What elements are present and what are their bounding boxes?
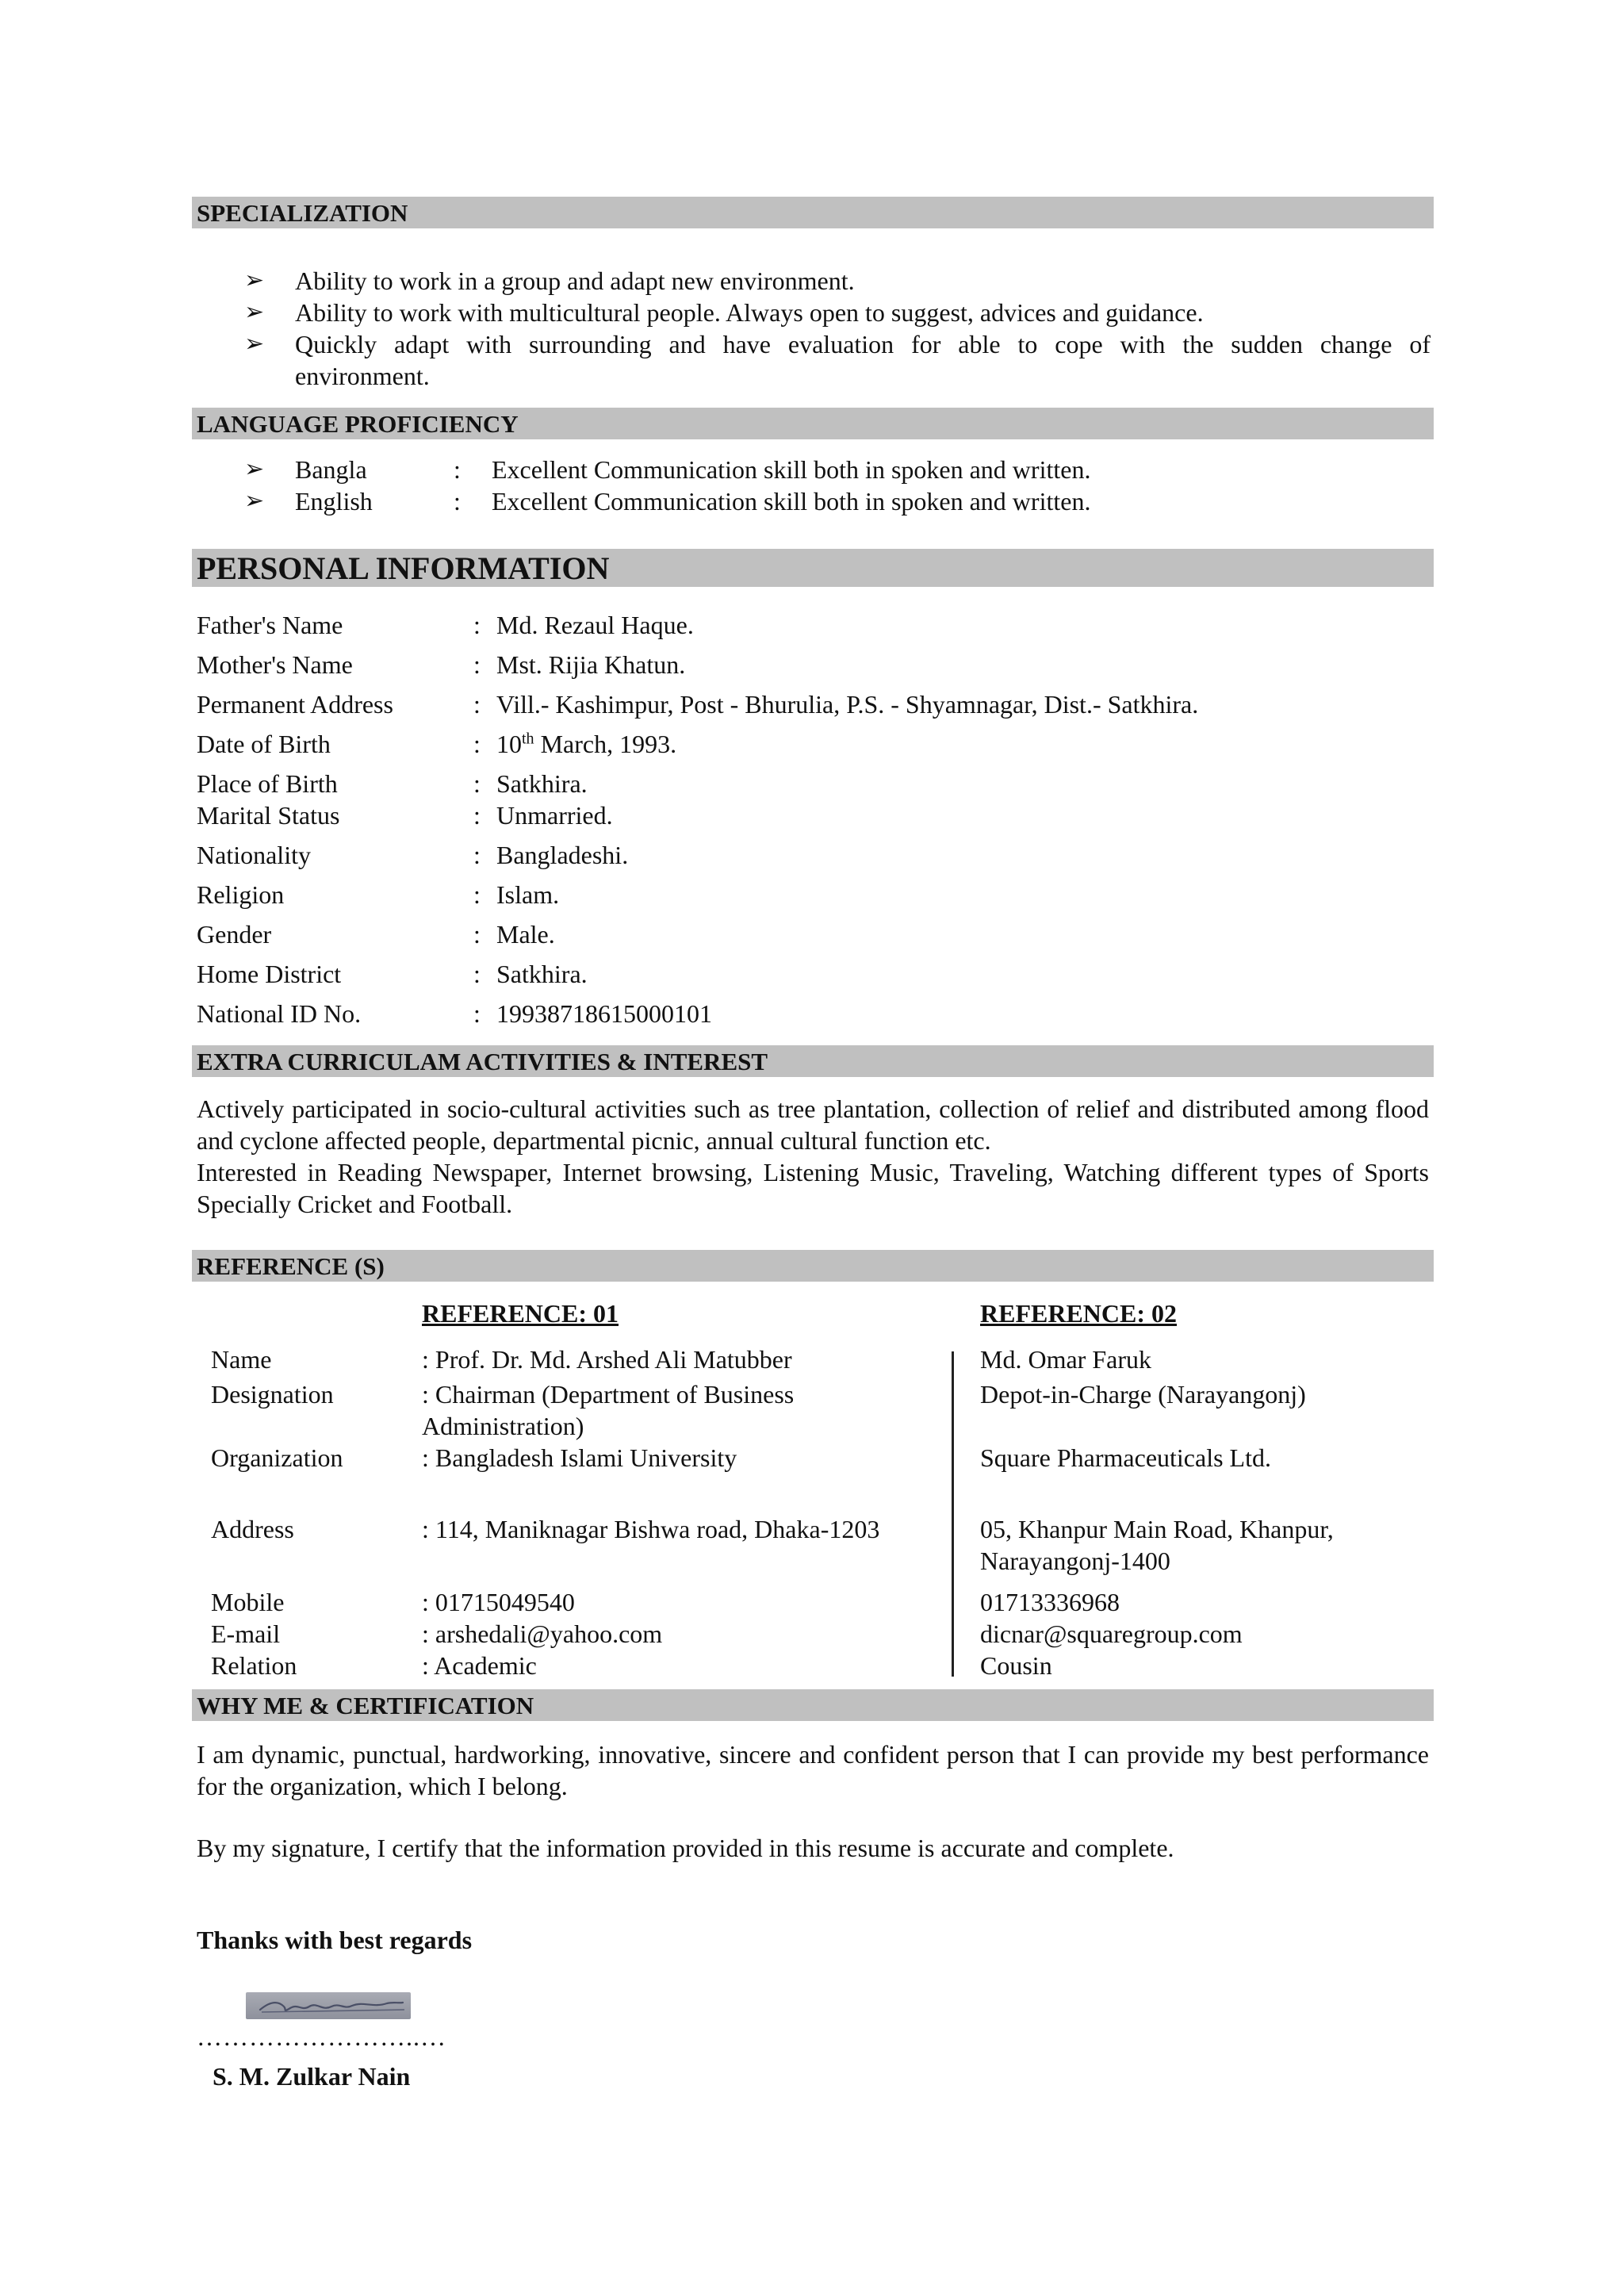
personal-colon: : <box>473 801 481 830</box>
reference-label-relation: Relation <box>211 1651 297 1680</box>
signature-image <box>246 1992 411 2019</box>
ref1-designation: : Chairman (Department of Business <box>422 1380 795 1409</box>
whyme-paragraph-2: By my signature, I certify that the information provided in this resume is accurate and complete. <box>197 1834 1174 1862</box>
ref1-organization: : Bangladesh Islami University <box>422 1443 737 1472</box>
language-name: English <box>295 487 373 516</box>
language-desc: Excellent Communication skill both in spoken and written. <box>492 455 1091 484</box>
ref2-mobile: 01713336968 <box>980 1588 1120 1616</box>
reference-label-name: Name <box>211 1345 272 1374</box>
ref2-organization: Square Pharmaceuticals Ltd. <box>980 1443 1271 1472</box>
language-sep: : <box>454 487 461 516</box>
specialization-item: Quickly adapt with surrounding and have evaluation for able to cope with the sudden change of <box>295 330 1431 358</box>
personal-value: Bangladeshi. <box>496 841 629 869</box>
reference-heading: REFERENCE (S) <box>192 1250 1434 1282</box>
reference-label-email: E-mail <box>211 1619 281 1648</box>
reference-divider <box>952 1351 954 1677</box>
personal-value: Male. <box>496 920 555 949</box>
personal-label: Home District <box>197 960 342 988</box>
extra-paragraph-1: Actively participated in socio-cultural activities such as tree plantation, collection of relief and distributed among flood and cyclone affected people, departmental picnic, annual cultural function etc. <box>197 1094 1429 1155</box>
ref2-relation: Cousin <box>980 1651 1052 1680</box>
ref1-name: : Prof. Dr. Md. Arshed Ali Matubber <box>422 1345 792 1374</box>
specialization-item-cont: environment. <box>295 362 430 390</box>
personal-value: Md. Rezaul Haque. <box>496 611 694 639</box>
language-sep: : <box>454 455 461 484</box>
personal-colon: : <box>473 730 481 758</box>
personal-label: Permanent Address <box>197 690 393 719</box>
closing-thanks: Thanks with best regards <box>197 1926 473 1954</box>
reference-label-address: Address <box>211 1515 294 1543</box>
personal-label: Place of Birth <box>197 769 338 798</box>
personal-value-dob: 10th March, 1993. <box>496 730 677 758</box>
personal-label: Marital Status <box>197 801 340 830</box>
ref2-designation: Depot-in-Charge (Narayangonj) <box>980 1380 1306 1409</box>
bullet-arrow-icon: ➢ <box>244 267 265 293</box>
personal-value: Unmarried. <box>496 801 613 830</box>
personal-colon: : <box>473 999 481 1028</box>
bullet-arrow-icon: ➢ <box>244 331 265 357</box>
ref1-email: : arshedali@yahoo.com <box>422 1619 663 1648</box>
bullet-arrow-icon: ➢ <box>244 299 265 325</box>
personal-label: Date of Birth <box>197 730 331 758</box>
personal-value: Mst. Rijia Khatun. <box>496 650 686 679</box>
bullet-arrow-icon: ➢ <box>244 456 265 482</box>
personal-label: Nationality <box>197 841 311 869</box>
personal-value: 19938718615000101 <box>496 999 712 1028</box>
signatory-name: S. M. Zulkar Nain <box>213 2062 411 2091</box>
language-name: Bangla <box>295 455 367 484</box>
bullet-arrow-icon: ➢ <box>244 488 265 514</box>
whyme-heading: WHY ME & CERTIFICATION <box>192 1689 1434 1721</box>
personal-colon: : <box>473 880 481 909</box>
personal-colon: : <box>473 690 481 719</box>
personal-label: Father's Name <box>197 611 343 639</box>
specialization-heading: SPECIALIZATION <box>192 197 1434 228</box>
language-heading: LANGUAGE PROFICIENCY <box>192 408 1434 439</box>
personal-colon: : <box>473 920 481 949</box>
personal-colon: : <box>473 841 481 869</box>
ref2-address-cont: Narayangonj-1400 <box>980 1547 1170 1575</box>
personal-colon: : <box>473 960 481 988</box>
personal-colon: : <box>473 650 481 679</box>
reference-label-organization: Organization <box>211 1443 343 1472</box>
ref1-address: : 114, Maniknagar Bishwa road, Dhaka-1203 <box>422 1515 880 1543</box>
reference-2-title: REFERENCE: 02 <box>980 1299 1178 1328</box>
language-desc: Excellent Communication skill both in spoken and written. <box>492 487 1091 516</box>
signature-scribble-icon <box>246 1992 411 2019</box>
personal-value: Satkhira. <box>496 960 588 988</box>
ref1-relation: : Academic <box>422 1651 537 1680</box>
personal-label: National ID No. <box>197 999 362 1028</box>
personal-colon: : <box>473 769 481 798</box>
ref1-designation-cont: Administration) <box>422 1412 584 1440</box>
specialization-item: Ability to work with multicultural people. Always open to suggest, advices and guidance. <box>295 298 1204 327</box>
ref2-email: dicnar@squaregroup.com <box>980 1619 1243 1648</box>
ref2-address: 05, Khanpur Main Road, Khanpur, <box>980 1515 1334 1543</box>
personal-value: Vill.- Kashimpur, Post - Bhurulia, P.S. - Shyamnagar, Dist.- Satkhira. <box>496 690 1199 719</box>
signature-dotted-line: ……………………..… <box>197 2022 446 2051</box>
ref2-name: Md. Omar Faruk <box>980 1345 1151 1374</box>
ref1-mobile: : 01715049540 <box>422 1588 575 1616</box>
reference-label-designation: Designation <box>211 1380 334 1409</box>
specialization-item: Ability to work in a group and adapt new environment. <box>295 266 855 295</box>
whyme-paragraph-1: I am dynamic, punctual, hardworking, innovative, sincere and confident person that I can provide my best performance for the organization, which I belong. <box>197 1740 1429 1800</box>
personal-label: Religion <box>197 880 285 909</box>
personal-label: Gender <box>197 920 272 949</box>
personal-heading: PERSONAL INFORMATION <box>192 549 1434 587</box>
extra-paragraph-2: Interested in Reading Newspaper, Internet browsing, Listening Music, Traveling, Watching different types of Sports Specially Cricket and Football. <box>197 1158 1429 1218</box>
reference-1-title: REFERENCE: 01 <box>422 1299 619 1328</box>
personal-value: Satkhira. <box>496 769 588 798</box>
extra-heading: EXTRA CURRICULAM ACTIVITIES & INTEREST <box>192 1045 1434 1077</box>
personal-label: Mother's Name <box>197 650 353 679</box>
personal-value: Islam. <box>496 880 560 909</box>
personal-colon: : <box>473 611 481 639</box>
reference-label-mobile: Mobile <box>211 1588 285 1616</box>
